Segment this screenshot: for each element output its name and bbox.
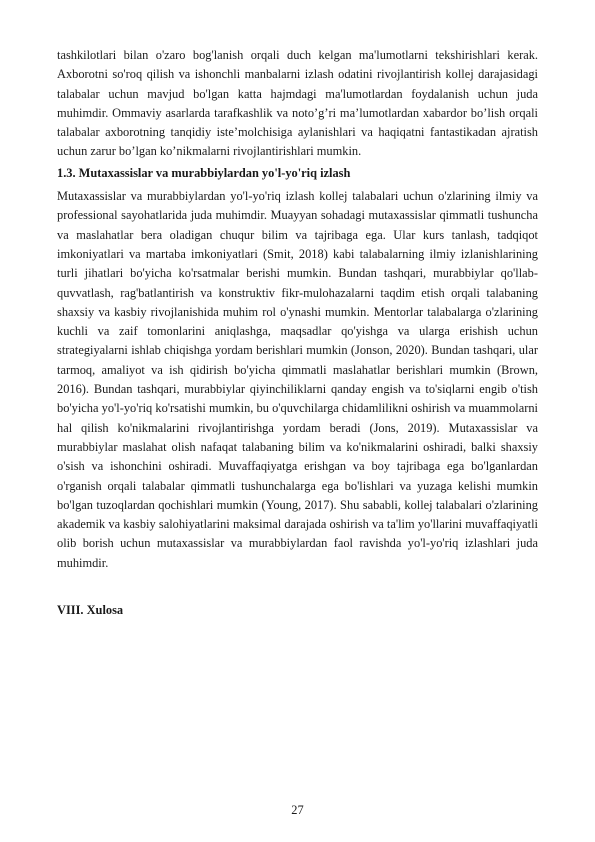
intro-paragraph: tashkilotlari bilan o'zaro bog'lanish orqali duch kelgan ma'lumotlarni tekshirishlari kerak. Axborotni so'roq qilish va ishonchli manbalarni izlash odatini rivojlantirish kollej darajasidagi talabalar uchun mavjud bo'lgan katta hajmdagi ma'lumotlardan foydalanish uchun juda muhimdir. Ommaviy asarlarda tarafkashlik va noto’g’ri ma’lumotlardan xabardor bo’lish orqali talabalar axborotning tanqidiy iste’molchisiga aylanishlari va haqiqatni fantastikadan ajratish uchun zarur bo’lgan ko’nikmalarni rivojlantirishlari mumkin.	[57, 48, 538, 159]
section-paragraph: Mutaxassislar va murabbiylardan yo'l-yo'riq izlash kollej talabalari uchun o'zlarining ilmiy va professional sayohatlarida juda muhimdir. Muayyan sohadagi mutaxassislar qimmatli tushuncha va maslahatlar bera oladigan chuqur bilim va tajribaga ega. Ular kurs tanlash, tadqiqot imkoniyatlari va martaba imkoniyatlari (Smit, 2018) kabi talabalarning ilmiy izlanishlarining turli jihatlari bo'yicha ko'rsatmalar berishi mumkin. Bundan tashqari, murabbiylar qo'llab-quvvatlash, rag'batlantirish va konstruktiv fikr-mulohazalarni taqdim etish orqali talabaning shaxsiy va kasbiy rivojlanishida muhim rol o'ynashi mumkin. Mentorlar talabalarga o'zlarining kuchli va zaif tomonlarini aniqlashga, maqsadlar qo'yishga va ularga erishish uchun strategiyalarni ishlab chiqishga yordam berishlari mumkin (Jonson, 2020). Bundan tashqari, ular tarmoq, amaliyot va ish qidirish bo'yicha qimmatli maslahatlar berishlari mumkin (Brown, 2016). Bundan tashqari, murabbiylar qiyinchiliklarni qanday engish va to'siqlarni engib o'tish bo'yicha yo'l-yo'riq ko'rsatishi mumkin, bu o'quvchilarga chidamlilikni oshirish va muammolarni hal qilish ko'nikmalarini rivojlantirishga yordam beradi (Jons, 2019). Mutaxassislar va murabbiylar maslahat olish nafaqat talabaning bilim va ko'nikmalarini oshiradi, balki shaxsiy o'sish va ishonchini oshiradi. Muvaffaqiyatga erishgan va boy tajribaga ega bo'lganlardan o'rganish orqali talabalar qimmatli tushunchalarga ega bo'lishlari va yuzaga kelishi mumkin bo'lgan tuzoqlardan qochishlari mumkin (Young, 2017). Shu sababli, kollej talabalari o'zlarining akademik va kasbiy salohiyatlarini maksimal darajada oshirish va ta'lim yo'llarini muvaffaqiyatli olib borish uchun mutaxassislar va murabbiylardan faol ravishda yo'l-yo'riq izlashlari juda muhimdir.	[57, 189, 538, 570]
page-number: 27	[291, 803, 304, 817]
conclusion-heading: VIII. Xulosa	[57, 603, 124, 618]
document-page	[57, 46, 538, 620]
section-heading: 1.3. Mutaxassislar va murabbiylardan yo'l-yo'riq izlash	[57, 165, 351, 180]
